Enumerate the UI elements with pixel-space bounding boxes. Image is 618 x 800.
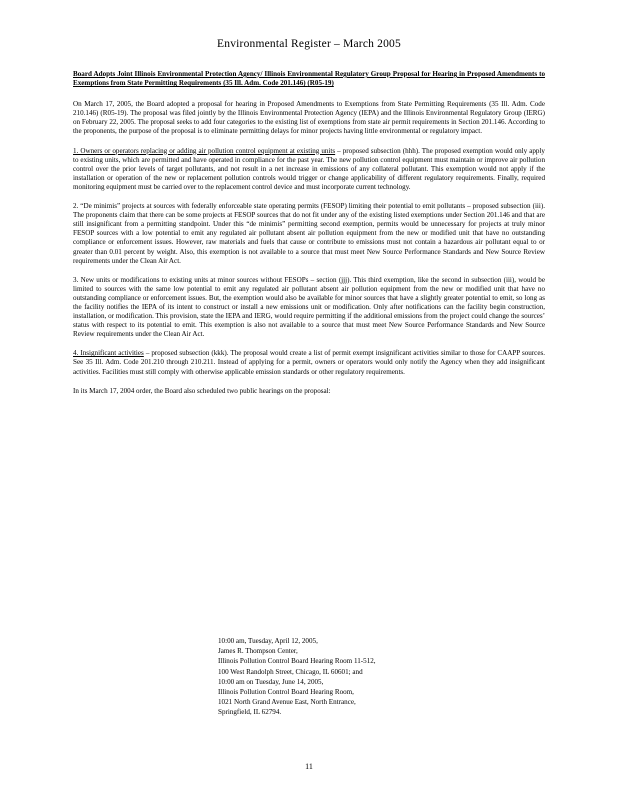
exemption-1-paragraph [73,147,545,192]
article-body [73,70,545,406]
page-number: 11 [305,762,313,771]
page-header: Environmental Register – March 2005 [217,38,401,50]
exemption-4-lead: 4. Insignificant activities [73,349,144,358]
exemption-4-body: – proposed subsection (kkk). The proposal would create a list of permit exempt insignificant activities similar to those for CAAPP sources. See 35 Ill. Adm. Code 201.210 through 210.211. Instead of applying for a permit, owners or operators would only notify the Agency when they add insignificant activities. Facilities must still comply with otherwise applicable emission standards or other regulatory requirements. [73,349,546,376]
address-line: 10:00 am, Tuesday, April 12, 2005, [218,637,318,645]
exemption-3-paragraph: 3. New units or modifications to existing units at minor sources without FESOPs – section (jjj). This third exemption, like the second in subsection (iii), would be limited to sources with the same low potential to emit any regulated air pollutant absent air pollution equipment from the new or modified unit that have no outstanding compliance or enforcement issues. But, the exemption would also be available for minor sources that have a slightly greater potential to emit, so long as the facility notifies the IEPA of its intent to construct or install a new emissions unit or modification. Only after notifications can the facility begin construction, installation, or modification. This provision, state the IEPA and IERG, would require permitting if the additional emissions from the project could change the sources’ status with respect to its potential to emit. This exemption is also not available to a source that must meet New Source Performance Standards and New Source Review requirements under the Clean Air Act. [73,275,545,339]
address-line: Illinois Pollution Control Board Hearing Room 11-512, [218,657,376,666]
hearings-paragraph: In its March 17, 2004 order, the Board also scheduled two public hearings on the proposal: [73,386,331,395]
exemption-1-body: – proposed subsection (hhh). The proposed exemption would only apply to existing units, which are permitted and have operated in compliance for the past year. The new pollution control equipment must maintain or improve air pollution control over the prior levels of target pollutants, and not result in a net increase in emissions of any collateral pollutant. This exemption would not apply if the installation or operation of the new or replacement pollution controls would trigger or change applicability of different regulatory requirements. Finally, required monitoring equipment must be carried over to the replacement control device and must incorporate current technology. [73,146,545,191]
address-line: 100 West Randolph Street, Chicago, IL 60601; and [218,667,363,676]
address-line: 10:00 am on Tuesday, June 14, 2005, [218,677,324,686]
article-title-text: Board Adopts Joint Illinois Environmental Protection Agency/ Illinois Environmental Regulatory Group Proposal for Hearing in Proposed Amendments to Exemptions from State Permitting Requirements (35 Ill. Adm. Code 201.146) [73,70,545,88]
hearing-address-block [218,636,458,718]
intro-paragraph: On March 17, 2005, the Board adopted a proposal for hearing in Proposed Amendments to Exemptions from State Permitting Requirements (35 Ill. Adm. Code 210.146) (R05-19). The proposal was filed jointly by the Illinois Environmental Protection Agency (IEPA) and the Illinois Environmental Regulatory Group (IERG) on February 22, 2005. The proposal seeks to add four categories to the existing list of exemptions from state air permit requirements in Section 201.146. According to the proponents, the purpose of the proposal is to eliminate permitting delays for minor projects having little environmental or regulatory impact. [73,100,545,136]
article-title [73,70,545,88]
address-line: 1021 North Grand Avenue East, North Entrance, [218,698,356,707]
exemption-4-paragraph [73,349,545,376]
article-docket: (R05-19) [307,79,334,88]
address-line: James R. Thompson Center, [218,647,298,656]
exemption-1-lead: 1. Owners or operators replacing or adding air pollution control equipment at existing units [73,146,336,155]
address-line: Illinois Pollution Control Board Hearing Room, [218,688,354,697]
exemption-2-paragraph: 2. “De minimis” projects at sources with federally enforceable state operating permits (FESOP) limiting their potential to emit pollutants – proposed subsection (iii). The proponents claim that there can be some projects at FESOP sources that do not fit under any of the existing listed exemptions under Section 201.146 and that are still insignificant from a permitting standpoint. Under this “de minimis” permitting second exemption, permits would be unnecessary for projects at truly minor FESOP sources with a low potential to emit any regulated air pollutant absent air pollution equipment from the new or modified unit that have no outstanding compliance or enforcement issues. However, raw materials and fuels that cause or contribute to emissions must not contain a hazardous air pollutant equal to or greater than 0.01 percent by weight. Also, this exemption is not available to a source that must meet New Source Performance Standards and New Source Review requirements under the Clean Air Act. [73,202,545,265]
address-line: Springfield, IL 62794. [218,708,282,717]
